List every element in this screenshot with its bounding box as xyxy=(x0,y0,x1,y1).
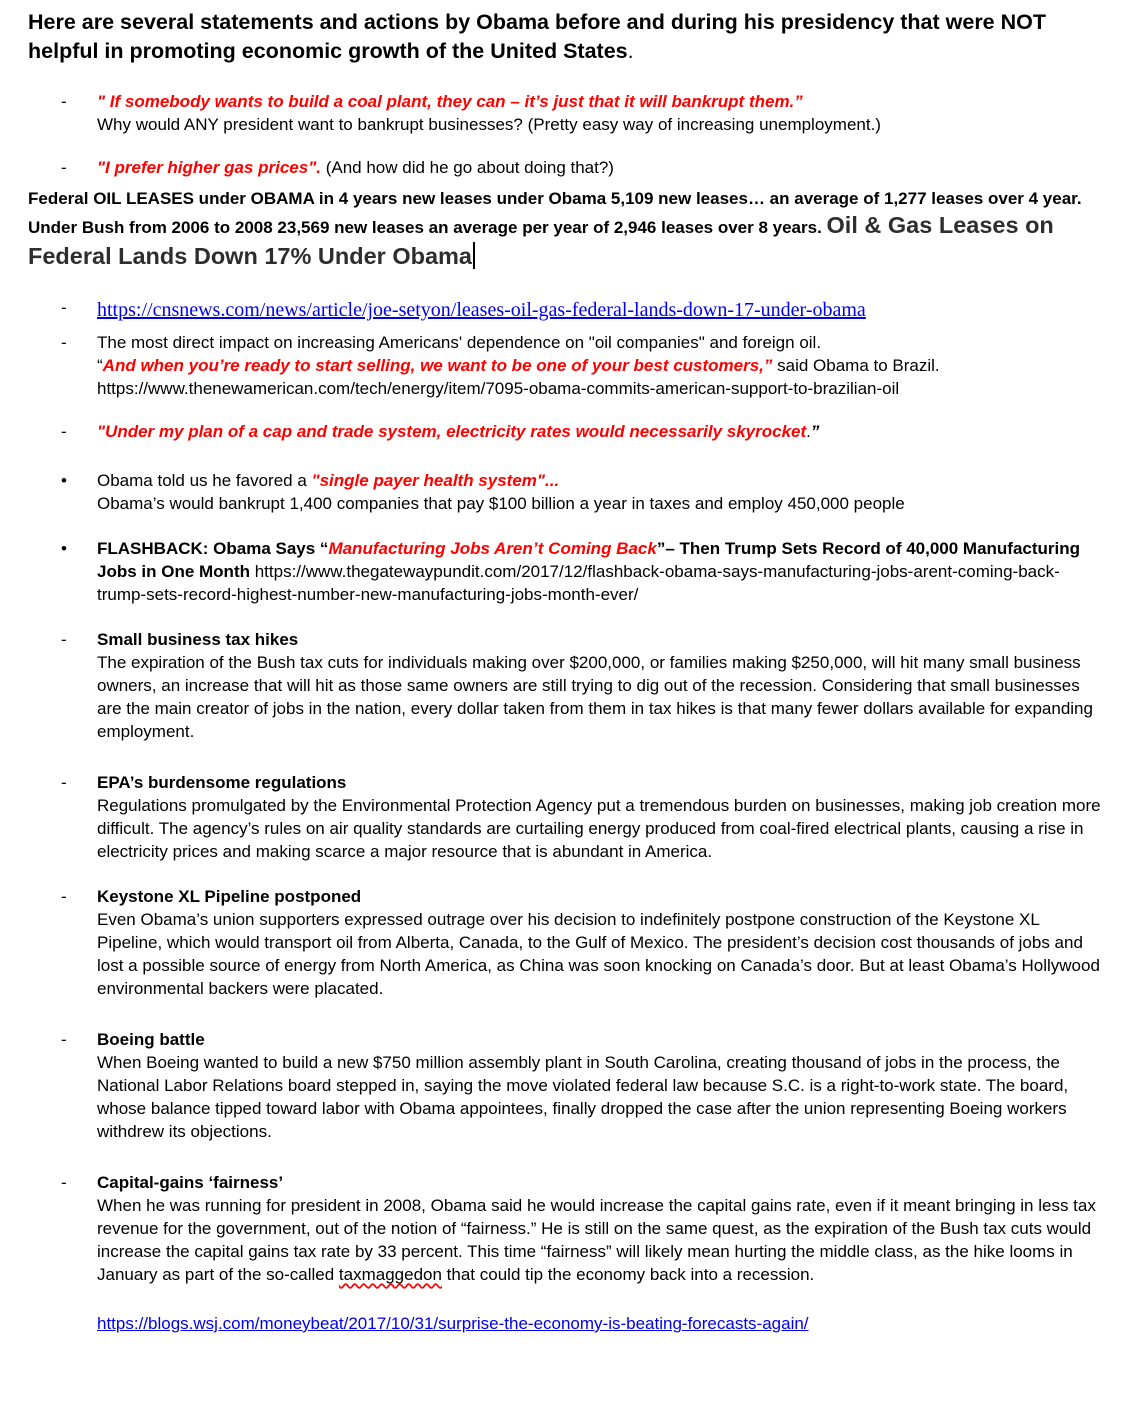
dash-bullet: - xyxy=(61,773,67,792)
text-cursor xyxy=(473,242,475,269)
cap-trade-quote: "Under my plan of a cap and trade system, electricity rates would necessarily skyrocket xyxy=(97,422,807,441)
list-item-flashback xyxy=(28,537,1106,606)
flashback-quote: Manufacturing Jobs Aren’t Coming Back xyxy=(328,539,657,558)
dash-bullet: - xyxy=(61,298,67,317)
oil-leases-paragraph xyxy=(28,187,1106,272)
single-payer-detail: Obama’s would bankrupt 1,400 companies that pay $100 billion a year in taxes and employ 450,000 people xyxy=(97,494,905,513)
brazil-attribution: said Obama to Brazil. xyxy=(772,356,940,375)
flashback-lead: FLASHBACK: Obama Says “ xyxy=(97,539,329,558)
dash-bullet: - xyxy=(61,92,67,111)
document-title-text: Here are several statements and actions by Obama before and during his presidency that were NOT helpful in promoting economic growth of the United States xyxy=(28,10,1046,63)
list-item-wsj-link xyxy=(28,1312,1106,1335)
capital-gains-body-end: that could tip the economy back into a recession. xyxy=(441,1265,815,1284)
list-item-single-payer xyxy=(28,469,1106,515)
coal-plant-quote: " If somebody wants to build a coal plant, they can – it’s just that it will bankrupt them.” xyxy=(97,92,803,111)
keystone-heading: Keystone XL Pipeline postponed xyxy=(97,887,362,906)
list-item-boeing xyxy=(28,1028,1106,1143)
document-title-period: . xyxy=(627,39,634,63)
list-item-epa xyxy=(28,771,1106,863)
epa-heading: EPA’s burdensome regulations xyxy=(97,773,347,792)
dash-bullet: - xyxy=(61,422,67,441)
cap-trade-period: . xyxy=(806,422,811,441)
tax-hikes-heading: Small business tax hikes xyxy=(97,630,299,649)
tax-hikes-body: The expiration of the Bush tax cuts for individuals making over $200,000, or families making $250,000, will hit many small business owners, an increase that will hit as those same owners are still trying to dig out of the recession. Considering that small businesses are the main creator of jobs in the nation, every dollar taken from them in tax hikes is that many fewer dollars available for expanding employment. xyxy=(97,653,1093,741)
list-item-gas-quote xyxy=(28,156,1106,179)
dash-bullet: - xyxy=(61,1173,67,1192)
list-item-cns-link xyxy=(28,296,1106,325)
cap-trade-close-quote: ” xyxy=(810,422,820,441)
brazil-quote: And when you’re ready to start selling, we want to be one of your best customers,” xyxy=(102,356,773,375)
dot-bullet: • xyxy=(61,539,67,558)
epa-body: Regulations promulgated by the Environmental Protection Agency put a tremendous burden on businesses, making job creation more difficult. The agency’s rules on air quality standards are curtailing energy produced from coal-fired electrical plants, causing a rise in electricity prices and making scarce a major resource that is abundant in America. xyxy=(97,796,1101,861)
brazil-open-quote: “ xyxy=(97,356,103,375)
gas-prices-comment: (And how did he go about doing that?) xyxy=(325,158,614,177)
dash-bullet: - xyxy=(61,1030,67,1049)
capital-gains-body-start: When he was running for president in 2008, Obama said he would increase the capital gains rate, even if it meant bringing in less tax revenue for the government, out of the notion of “fairness.” He is still on the same quest, as the expiration of the Bush tax cuts would increase the capital gains tax rate by 33 percent. This time “fairness” will likely mean hurting the middle class, as the hike looms in January as part of the so-called xyxy=(97,1196,1096,1284)
dash-bullet: - xyxy=(61,887,67,906)
newamerican-url-text: https://www.thenewamerican.com/tech/energy/item/7095-obama-commits-american-support-to-brazilian-oil xyxy=(97,379,900,398)
single-payer-quote: "single payer health system"... xyxy=(311,471,560,490)
list-item-capital-gains xyxy=(28,1171,1106,1286)
coal-plant-comment: Why would ANY president want to bankrupt businesses? (Pretty easy way of increasing unemployment.) xyxy=(97,115,881,134)
misspelled-word: taxmaggedon xyxy=(338,1265,442,1284)
list-item-tax-hikes xyxy=(28,628,1106,743)
dash-bullet: - xyxy=(61,630,67,649)
list-item-captrade-quote xyxy=(28,420,1106,443)
single-payer-lead: Obama told us he favored a xyxy=(97,471,312,490)
dash-bullet: - xyxy=(61,158,67,177)
dash-bullet: - xyxy=(61,333,67,352)
keystone-body: Even Obama’s union supporters expressed outrage over his decision to indefinitely postpone construction of the Keystone XL Pipeline, which would transport oil from Alberta, Canada, to the Gulf of Mexico. The president’s decision cost thousands of jobs and lost a possible source of energy from North America, as China was soon knocking on Canada’s door. But at least Obama’s Hollywood environmental backers were placated. xyxy=(97,910,1100,998)
list-item-coal-quote xyxy=(28,90,1106,136)
cnsnews-hyperlink[interactable]: https://cnsnews.com/news/article/joe-setyon/leases-oil-gas-federal-lands-down-17-under-obama xyxy=(97,299,866,321)
boeing-heading: Boeing battle xyxy=(97,1030,205,1049)
oil-impact-line: The most direct impact on increasing Americans' dependence on "oil companies" and foreign oil. xyxy=(97,333,822,352)
oil-leases-stats: Federal OIL LEASES under OBAMA in 4 years new leases under Obama 5,109 new leases… an average of 1,277 leases over 4 year. Under Bush from 2006 to 2008 23,569 new leases an average per year of 2,946 leases over 8 years. xyxy=(28,189,1082,237)
boeing-body: When Boeing wanted to build a new $750 million assembly plant in South Carolina, creating thousand of jobs in the process, the National Labor Relations board stepped in, saying the move violated federal law because S.C. is a right-to-work state. The board, whose balance tipped toward labor with Obama appointees, finally dropped the case after the union representing Boeing workers withdrew its objections. xyxy=(97,1053,1069,1141)
oil-leases-headline: Oil & Gas Leases on Federal Lands Down 17% Under Obama xyxy=(28,212,1054,269)
gas-prices-quote: "I prefer higher gas prices". xyxy=(97,158,326,177)
list-item-keystone xyxy=(28,885,1106,1000)
dot-bullet: • xyxy=(61,471,67,490)
list-item-oil-impact xyxy=(28,331,1106,400)
document-title xyxy=(28,8,1106,66)
flashback-tail: ”– Then Trump Sets Record of 40,000 Manufacturing Jobs in One Month xyxy=(97,539,1081,581)
capital-gains-heading: Capital-gains ‘fairness’ xyxy=(97,1173,284,1192)
gatewaypundit-url-text: https://www.thegatewaypundit.com/2017/12/flashback-obama-says-manufacturing-jobs-arent-coming-back-trump-sets-record-highest-number-new-manufacturing-jobs-month-ever/ xyxy=(97,562,1060,604)
wsj-hyperlink[interactable]: https://blogs.wsj.com/moneybeat/2017/10/31/surprise-the-economy-is-beating-forecasts-again/ xyxy=(97,1314,809,1333)
